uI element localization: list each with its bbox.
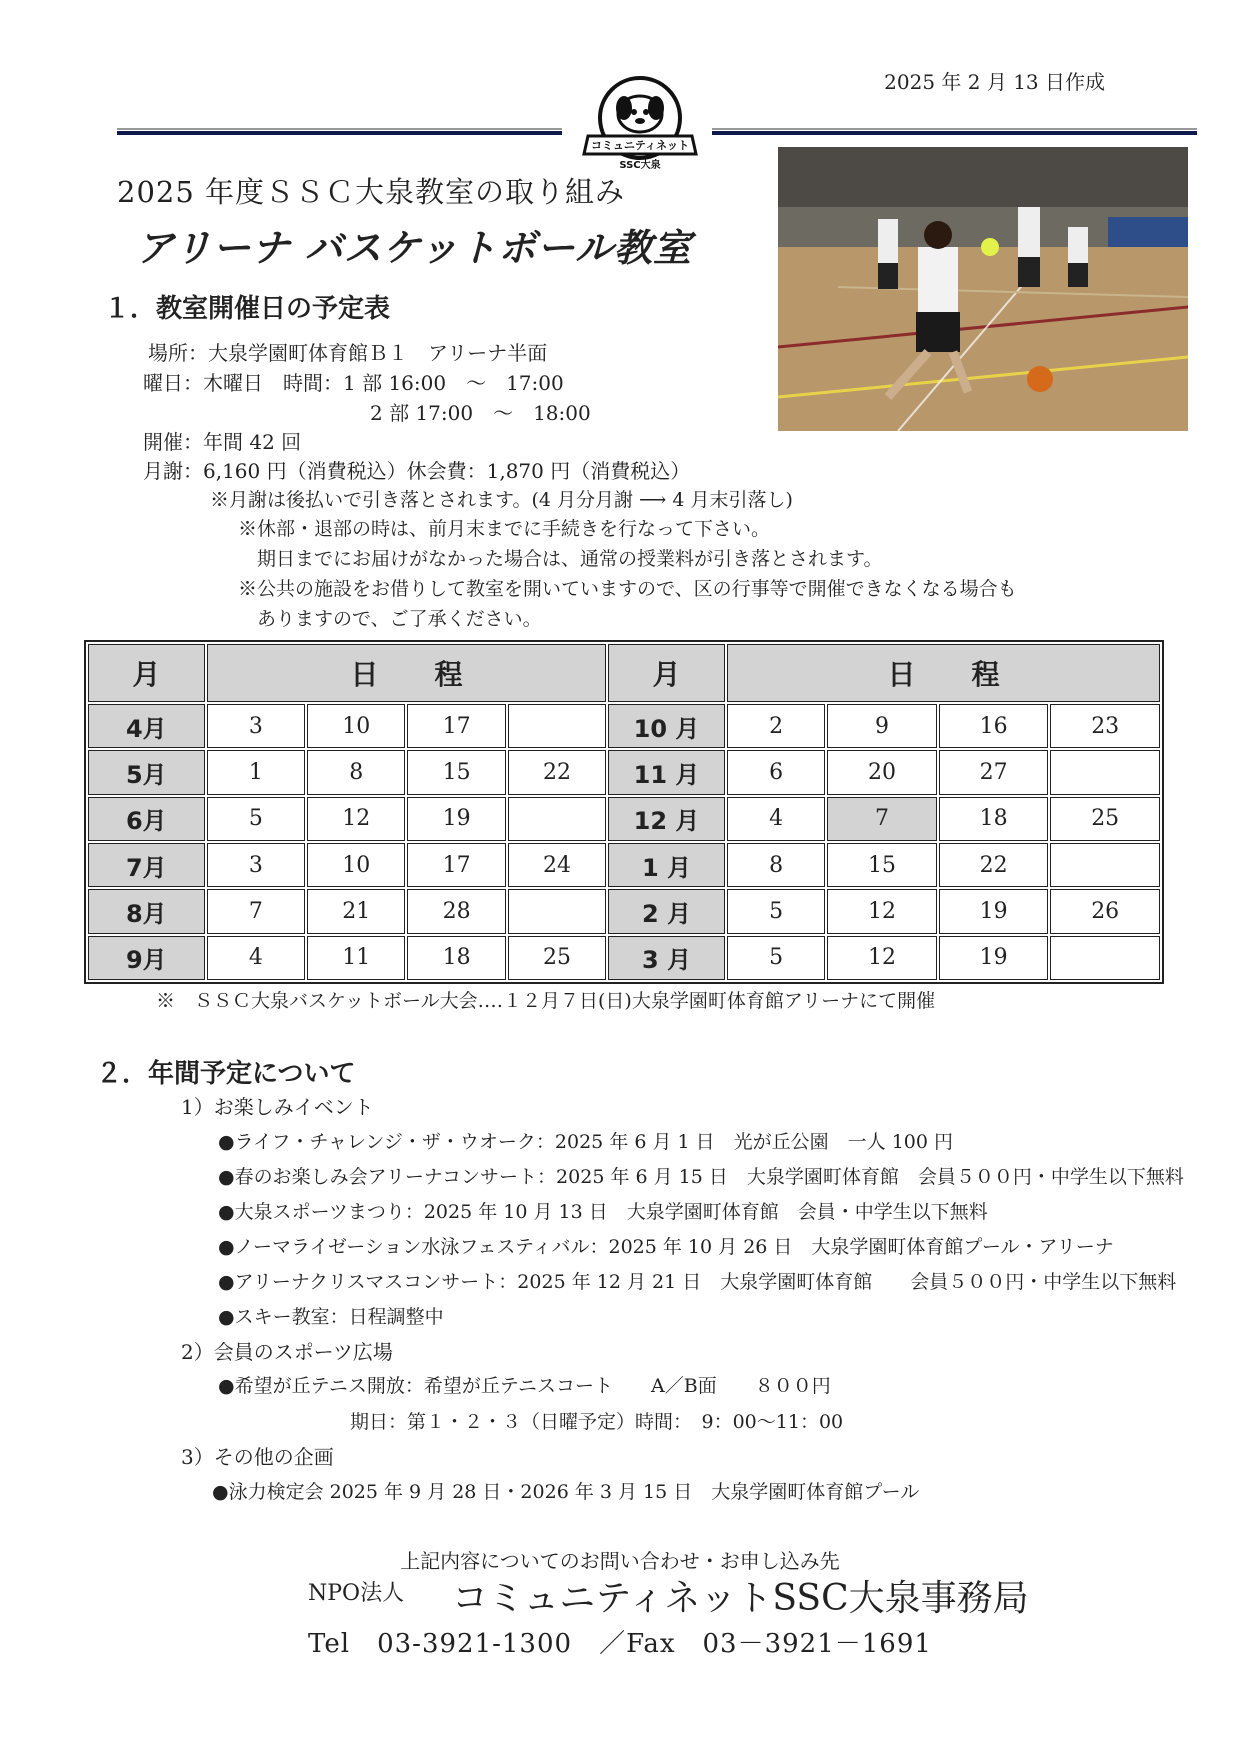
event-item: ●スキー教室：日程調整中 bbox=[218, 1306, 444, 1328]
day-cell: 23 bbox=[1050, 704, 1160, 748]
org-name: コミュニティネットSSC大泉事務局 bbox=[452, 1578, 1029, 1619]
day-cell: 22 bbox=[508, 750, 606, 794]
day-cell: 24 bbox=[508, 843, 606, 887]
subsection-other: 3）その他の企画 bbox=[181, 1445, 334, 1469]
header-rule-right bbox=[712, 128, 1197, 135]
day-cell: 19 bbox=[939, 936, 1049, 980]
day-cell: 1 bbox=[207, 750, 305, 794]
org-prefix: NPO法人 bbox=[308, 1581, 405, 1606]
month-cell: 11 月 bbox=[608, 750, 725, 794]
schedule-table bbox=[84, 640, 1164, 984]
day-cell bbox=[1050, 936, 1160, 980]
day-cell: 21 bbox=[307, 889, 405, 933]
day-cell: 5 bbox=[727, 889, 825, 933]
day-cell: 3 bbox=[207, 704, 305, 748]
section2-heading: ２．年間予定について bbox=[96, 1059, 356, 1089]
day-cell: 11 bbox=[307, 936, 405, 980]
event-item: ●アリーナクリスマスコンサート：2025 年 12 月 21 日 大泉学園町体育館 会員５００円・中学生以下無料 bbox=[218, 1271, 1177, 1293]
info-location: 場所：大泉学園町体育館Ｂ１ アリーナ半面 bbox=[148, 341, 548, 365]
day-cell: 3 bbox=[207, 843, 305, 887]
subsection-sports: 2）会員のスポーツ広場 bbox=[181, 1340, 393, 1364]
month-cell: 12 月 bbox=[608, 797, 725, 841]
basketball-photo bbox=[778, 147, 1188, 431]
day-cell: 15 bbox=[827, 843, 937, 887]
table-row bbox=[88, 797, 1160, 841]
header-month-right: 月 bbox=[608, 644, 725, 702]
table-header-row bbox=[88, 644, 1160, 702]
day-cell: 25 bbox=[508, 936, 606, 980]
day-cell: 6 bbox=[727, 750, 825, 794]
day-cell: 18 bbox=[939, 797, 1049, 841]
day-cell bbox=[508, 889, 606, 933]
header-schedule-left: 日 程 bbox=[207, 644, 607, 702]
tournament-note: ※ ＳＳＣ大泉バスケットボール大会‥‥１２月７日(日)大泉学園町体育館アリーナにて開催 bbox=[156, 990, 936, 1012]
day-cell: 19 bbox=[407, 797, 505, 841]
event-item: ●春のお楽しみ会アリーナコンサート：2025 年 6 月 15 日 大泉学園町体育館 会員５００円・中学生以下無料 bbox=[218, 1166, 1184, 1188]
month-cell: 7月 bbox=[88, 843, 205, 887]
day-cell: 12 bbox=[827, 889, 937, 933]
header-month-left: 月 bbox=[88, 644, 205, 702]
swim-test-item: ●泳力検定会 2025 年 9 月 28 日・2026 年 3 月 15 日 大泉学園町体育館プール bbox=[212, 1481, 920, 1503]
day-cell: 16 bbox=[939, 704, 1049, 748]
table-row bbox=[88, 704, 1160, 748]
header-schedule-right: 日 程 bbox=[727, 644, 1160, 702]
day-cell: 12 bbox=[307, 797, 405, 841]
info-time-2: 2 部 17:00 ～ 18:00 bbox=[370, 401, 591, 425]
table-row bbox=[88, 889, 1160, 933]
month-cell: 3 月 bbox=[608, 936, 725, 980]
day-cell: 18 bbox=[407, 936, 505, 980]
day-cell: 4 bbox=[727, 797, 825, 841]
month-cell: 5月 bbox=[88, 750, 205, 794]
day-cell: 7 bbox=[207, 889, 305, 933]
month-cell: 8月 bbox=[88, 889, 205, 933]
day-cell: 12 bbox=[827, 936, 937, 980]
event-item: ●大泉スポーツまつり：2025 年 10 月 13 日 大泉学園町体育館 会員・中学生以下無料 bbox=[218, 1201, 988, 1223]
day-cell: 4 bbox=[207, 936, 305, 980]
section1-heading: １．教室開催日の予定表 bbox=[104, 294, 391, 324]
day-cell: 25 bbox=[1050, 797, 1160, 841]
table-row bbox=[88, 843, 1160, 887]
day-cell: 22 bbox=[939, 843, 1049, 887]
info-count: 開催：年間 42 回 bbox=[143, 430, 302, 454]
day-cell: 28 bbox=[407, 889, 505, 933]
header-rule-left bbox=[117, 128, 562, 135]
day-cell: 19 bbox=[939, 889, 1049, 933]
info-fee: 月謝：6,160 円（消費税込）休会費：1,870 円（消費税込） bbox=[143, 459, 691, 483]
tennis-item: ●希望が丘テニス開放：希望が丘テニスコート A／B面 ８００円 bbox=[218, 1375, 831, 1397]
day-cell bbox=[508, 797, 606, 841]
day-cell bbox=[1050, 843, 1160, 887]
day-cell: 15 bbox=[407, 750, 505, 794]
note-withdraw-2: 期日までにお届けがなかった場合は、通常の授業料が引き落とされます。 bbox=[257, 548, 883, 570]
created-date: 2025 年 2 月 13 日作成 bbox=[884, 70, 1105, 94]
day-cell: 9 bbox=[827, 704, 937, 748]
day-cell: 20 bbox=[827, 750, 937, 794]
day-cell: 17 bbox=[407, 843, 505, 887]
event-item: ●ライフ・チャレンジ・ザ・ウオーク：2025 年 6 月 1 日 光が丘公園 一人 100 円 bbox=[218, 1131, 953, 1153]
day-cell: 10 bbox=[307, 704, 405, 748]
subsection-events: 1）お楽しみイベント bbox=[181, 1095, 374, 1119]
tennis-dates: 期日：第１・２・３（日曜予定）時間： 9：00～11：00 bbox=[350, 1411, 844, 1433]
day-cell bbox=[508, 704, 606, 748]
dog-logo bbox=[578, 74, 702, 174]
day-cell-highlighted: 7 bbox=[827, 797, 937, 841]
day-cell: 8 bbox=[727, 843, 825, 887]
note-facility: ※公共の施設をお借りして教室を開いていますので、区の行事等で開催できなくなる場合も bbox=[238, 578, 1017, 600]
info-day-time: 曜日：木曜日 時間：1 部 16:00 ～ 17:00 bbox=[143, 371, 564, 395]
logo-text-bottom: SSC大泉 bbox=[619, 160, 661, 171]
month-cell: 9月 bbox=[88, 936, 205, 980]
page-subtitle: 2025 年度ＳＳＣ大泉教室の取り組み bbox=[117, 175, 626, 209]
month-cell: 4月 bbox=[88, 704, 205, 748]
note-facility-2: ありますので、ご了承ください。 bbox=[257, 608, 542, 630]
event-item: ●ノーマライゼーション水泳フェスティバル：2025 年 10 月 26 日 大泉学園町体育館プール・アリーナ bbox=[218, 1236, 1114, 1258]
table-row bbox=[88, 750, 1160, 794]
day-cell: 10 bbox=[307, 843, 405, 887]
day-cell: 2 bbox=[727, 704, 825, 748]
day-cell: 5 bbox=[207, 797, 305, 841]
day-cell: 26 bbox=[1050, 889, 1160, 933]
month-cell: 2 月 bbox=[608, 889, 725, 933]
page-title: アリーナ バスケットボール教室 bbox=[136, 226, 693, 270]
contact-phone: Tel 03-3921-1300 ／Fax 03－3921－1691 bbox=[308, 1629, 932, 1659]
day-cell: 27 bbox=[939, 750, 1049, 794]
day-cell: 8 bbox=[307, 750, 405, 794]
day-cell: 5 bbox=[727, 936, 825, 980]
month-cell: 10 月 bbox=[608, 704, 725, 748]
day-cell: 17 bbox=[407, 704, 505, 748]
table-row bbox=[88, 936, 1160, 980]
note-withdraw: ※休部・退部の時は、前月末までに手続きを行なって下さい。 bbox=[238, 518, 771, 540]
day-cell bbox=[1050, 750, 1160, 794]
logo-text-top: コミュニティネット bbox=[591, 139, 689, 152]
note-payment: ※月謝は後払いで引き落とされます。(4 月分月謝 ⟶ 4 月末引落し) bbox=[210, 489, 793, 511]
contact-intro: 上記内容についてのお問い合わせ・お申し込み先 bbox=[400, 1549, 840, 1573]
month-cell: 1 月 bbox=[608, 843, 725, 887]
month-cell: 6月 bbox=[88, 797, 205, 841]
